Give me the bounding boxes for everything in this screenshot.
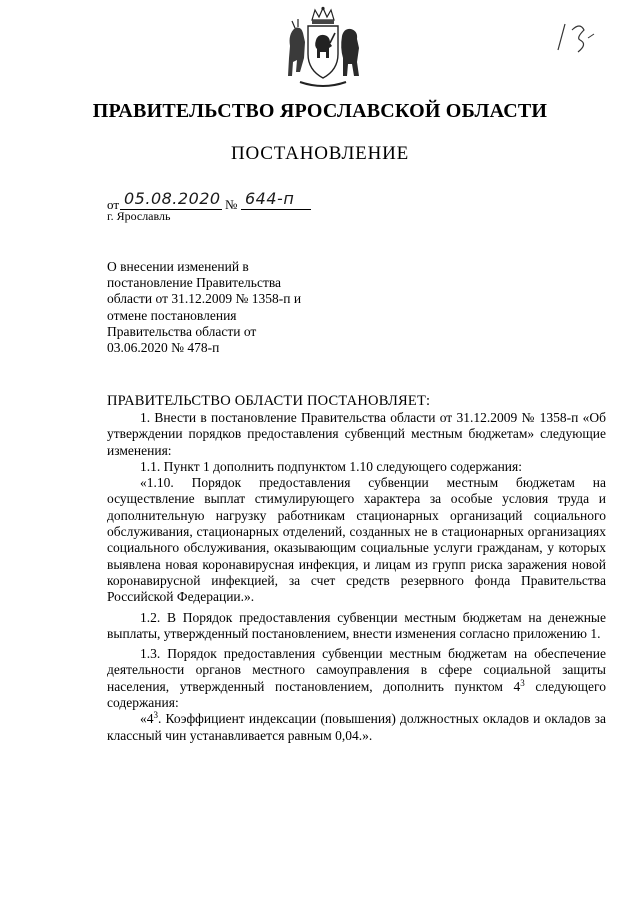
paragraph-1: 1. Внести в постановление Правительства области от 31.12.2009 № 1358-п «Об утверждении порядков предоставления субвенций местным бюджетам» следующие изменения: [107, 410, 606, 458]
paragraph-1-3-text: 1.3. Порядок предоставления субвенции местным бюджетам на обеспечение деятельности органов местного самоуправления в сфере социальной защиты населения, утвержденный постановлением, дополнить пунктом 4 [107, 646, 606, 694]
quoted-point [107, 711, 606, 744]
quoted-point-start: «4 [140, 711, 154, 727]
quoted-point-text: . Коэффициент индексации (повышения) должностных окладов и окладов за классный чин устанавливается равным 0,04.». [107, 711, 606, 743]
decree-body [107, 410, 606, 744]
paragraph-1-2: 1.2. В Порядок предоставления субвенции местным бюджетам на денежные выплаты, утвержденный постановлением, внести изменения согласно приложению 1. [107, 609, 606, 641]
subject-line: Правительства области от [107, 323, 257, 339]
decree-heading: ПРАВИТЕЛЬСТВО ОБЛАСТИ ПОСТАНОВЛЯЕТ: [107, 393, 431, 409]
subject-line: О внесении изменений в [107, 259, 249, 274]
paragraph-1-3-tail: следующего содержания: [107, 678, 606, 711]
paragraph-1-3 [107, 646, 606, 711]
superscript: 3 [520, 677, 525, 688]
document-type: ПОСТАНОВЛЕНИЕ [230, 143, 410, 164]
subject-line: отмене постановления [107, 307, 237, 323]
date-prefix: от [107, 197, 120, 212]
city-name: г. Ярославль [107, 209, 171, 223]
coat-of-arms-emblem [282, 6, 364, 90]
number-underline [241, 209, 311, 210]
handwritten-number: 644-п [245, 189, 295, 208]
paragraph-1-1-quote: «1.10. Порядок предоставления субвенции местным бюджетам на осуществление выплат стимулирующего характера за особые условия труда и дополнительную нагрузку работникам стационарных организаций социального обслуживания, стационарных отделений, созданных не в стационарных организациях социального обслуживания, оказывающим социальные услуги гражданам, у которых выявлена новая коронавирусная инфекция, и лицам из групп риска заражения новой коронавирусной инфекцией, за счет средств резервного фонда Правительства Российской Федерации.». [107, 475, 606, 605]
subject-block [107, 259, 357, 356]
organization-title: ПРАВИТЕЛЬСТВО ЯРОСЛАВСКОЙ ОБЛАСТИ [92, 100, 548, 122]
paragraph-1-1: 1.1. Пункт 1 дополнить подпунктом 1.10 следующего содержания: [140, 458, 522, 474]
superscript: 3 [153, 710, 158, 721]
handwritten-date: 05.08.2020 [124, 189, 221, 208]
subject-line: области от 31.12.2009 № 1358-п и [107, 291, 302, 307]
handwritten-page-number [550, 20, 598, 58]
subject-line: 03.06.2020 № 478-п [107, 340, 220, 356]
number-prefix: № [225, 197, 238, 212]
subject-line: постановление Правительства [107, 275, 282, 291]
